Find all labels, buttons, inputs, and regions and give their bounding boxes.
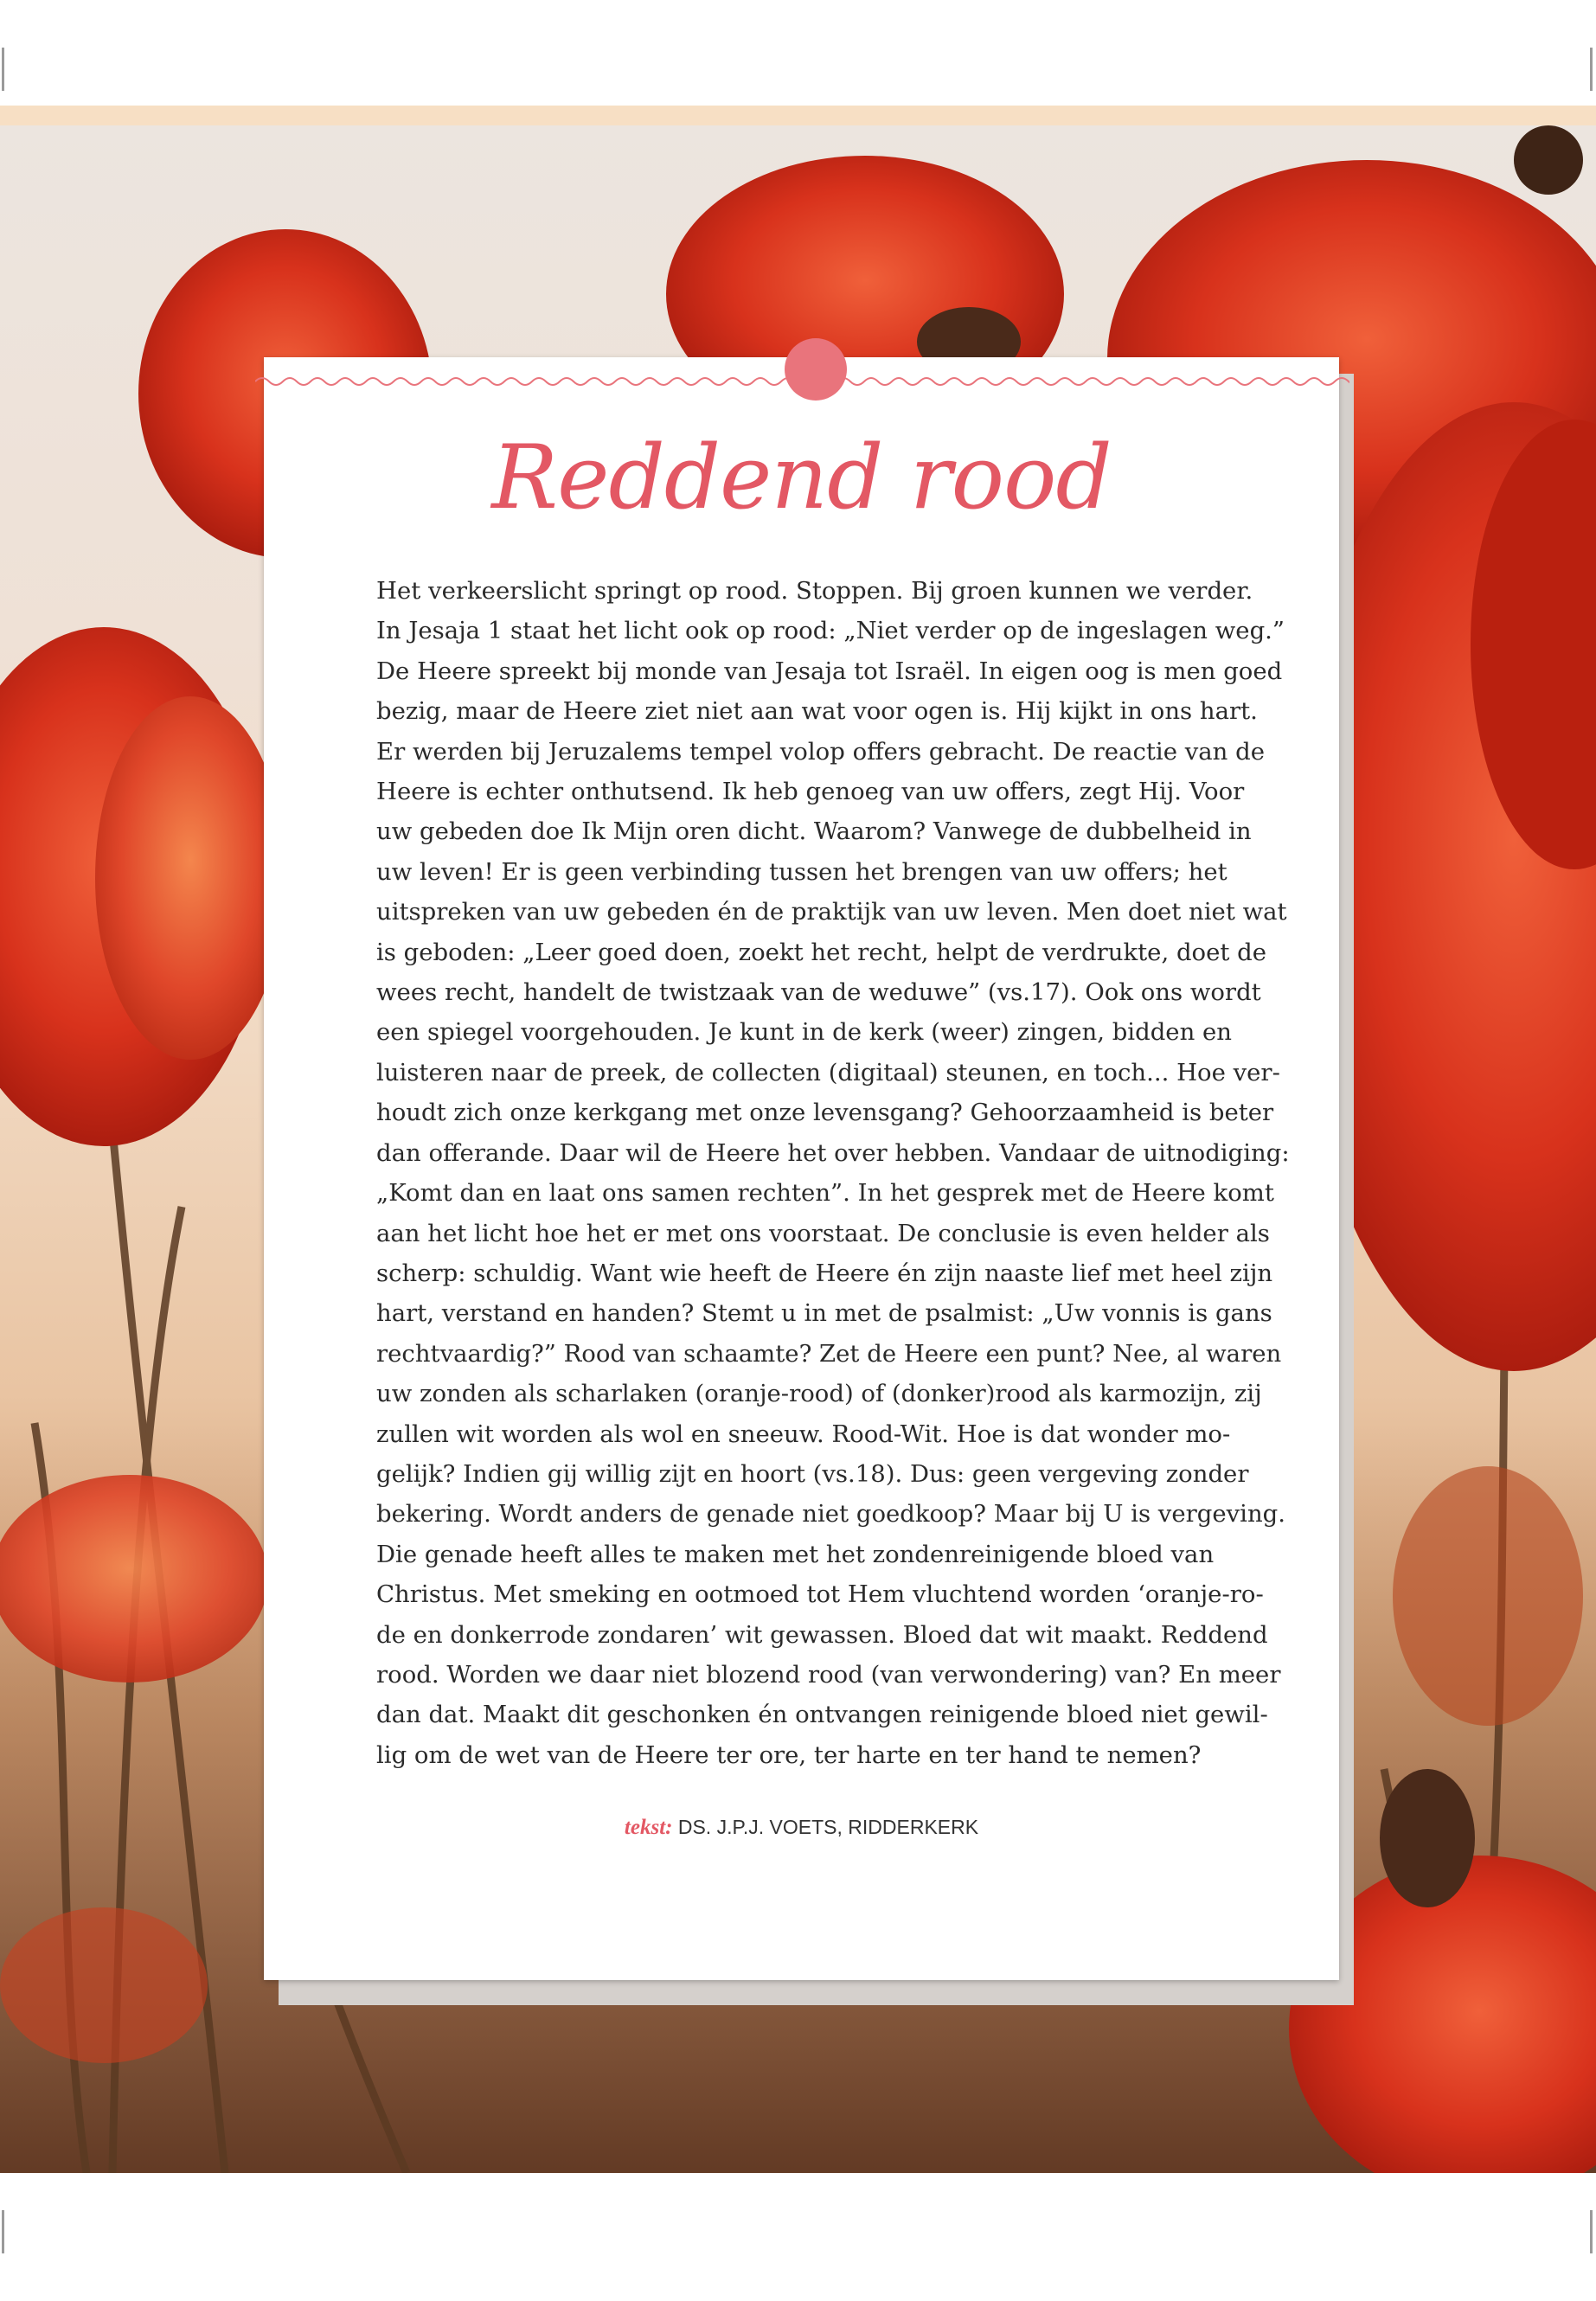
byline-author: DS. J.P.J. VOETS, RIDDERKERK — [677, 1816, 979, 1838]
article-body — [376, 571, 1290, 1775]
body-line: gelijk? Indien gij willig zijt en hoort (vs.18). Dus: geen vergeving zonder — [376, 1459, 1249, 1488]
body-line: scherp: schuldig. Want wie heeft de Heere én zijn naaste lief met heel zijn — [376, 1259, 1273, 1287]
crop-mark-bottom-left — [2, 2210, 4, 2253]
body-line: een spiegel voorgehouden. Je kunt in de kerk (weer) zingen, bidden en — [376, 1018, 1233, 1047]
body-line: hart, verstand en handen? Stemt u in met de psalmist: „Uw vonnis is gans — [376, 1299, 1272, 1328]
body-line: zullen wit worden als wol en sneeuw. Rood-Wit. Hoe is dat wonder mo- — [376, 1420, 1231, 1448]
body-line: aan het licht hoe het er met ons voorstaat. De conclusie is even helder als — [376, 1219, 1270, 1247]
body-line: Het verkeerslicht springt op rood. Stoppen. Bij groen kunnen we verder. — [376, 577, 1253, 605]
body-line: dan dat. Maakt dit geschonken én ontvangen reinigende bloed niet gewil- — [376, 1701, 1268, 1729]
article-card — [264, 357, 1339, 1980]
body-line: bezig, maar de Heere ziet niet aan wat voor ogen is. Hij kijkt in ons hart. — [376, 697, 1258, 726]
body-line: is geboden: „Leer goed doen, zoekt het recht, helpt de verdrukte, doet de — [376, 938, 1267, 966]
body-line: wees recht, handelt de twistzaak van de weduwe” (vs.17). Ook ons wordt — [376, 978, 1261, 1007]
body-line: bekering. Wordt anders de genade niet goedkoop? Maar bij U is vergeving. — [376, 1500, 1286, 1529]
body-line: Er werden bij Jeruzalems tempel volop offers gebracht. De reactie van de — [376, 737, 1266, 766]
byline-label: tekst: — [624, 1816, 673, 1839]
body-line: Christus. Met smeking en ootmoed tot Hem vluchtend worden ‘oranje-ro- — [376, 1580, 1264, 1609]
body-line: Heere is echter onthutsend. Ik heb genoeg van uw offers, zegt Hij. Voor — [376, 778, 1245, 806]
body-line: rood. Worden we daar niet blozend rood (van verwondering) van? En meer — [376, 1660, 1281, 1689]
body-line: „Komt dan en laat ons samen rechten”. In het gesprek met de Heere komt — [376, 1179, 1274, 1208]
pin-dot — [785, 338, 847, 401]
body-line: dan offerande. Daar wil de Heere het over hebben. Vandaar de uitnodiging: — [376, 1138, 1290, 1167]
body-line: De Heere spreekt bij monde van Jesaja tot Israël. In eigen oog is men goed — [376, 657, 1283, 685]
top-color-band — [0, 106, 1596, 125]
body-line: uw gebeden doe Ik Mijn oren dicht. Waarom? Vanwege de dubbelheid in — [376, 817, 1252, 846]
body-line: uw leven! Er is geen verbinding tussen het brengen van uw offers; het — [376, 857, 1227, 886]
crop-mark-bottom-right — [1590, 2210, 1593, 2253]
body-line: houdt zich onze kerkgang met onze levensgang? Gehoorzaamheid is beter — [376, 1099, 1274, 1127]
crop-mark-top-right — [1590, 48, 1593, 91]
body-line: rechtvaardig?” Rood van schaamte? Zet de Heere een punt? Nee, al waren — [376, 1339, 1282, 1368]
body-line: uw zonden als scharlaken (oranje-rood) of (donker)rood als karmozijn, zij — [376, 1380, 1262, 1408]
body-line: uitspreken van uw gebeden én de praktijk van uw leven. Men doet niet wat — [376, 898, 1287, 926]
body-line: de en donkerrode zondaren’ wit gewassen. Bloed dat wit maakt. Reddend — [376, 1620, 1268, 1649]
body-line: In Jesaja 1 staat het licht ook op rood: „Niet verder op de ingeslagen weg.” — [376, 617, 1285, 645]
crop-mark-top-left — [2, 48, 4, 91]
body-line: luisteren naar de preek, de collecten (digitaal) steunen, en toch... Hoe ver- — [376, 1058, 1280, 1086]
body-line: Die genade heeft alles te maken met het zondenreinigende bloed van — [376, 1540, 1215, 1568]
article-title: Reddend rood — [491, 426, 1112, 529]
body-line: lig om de wet van de Heere ter ore, ter harte en ter hand te nemen? — [376, 1740, 1202, 1769]
byline — [264, 1816, 1339, 1840]
